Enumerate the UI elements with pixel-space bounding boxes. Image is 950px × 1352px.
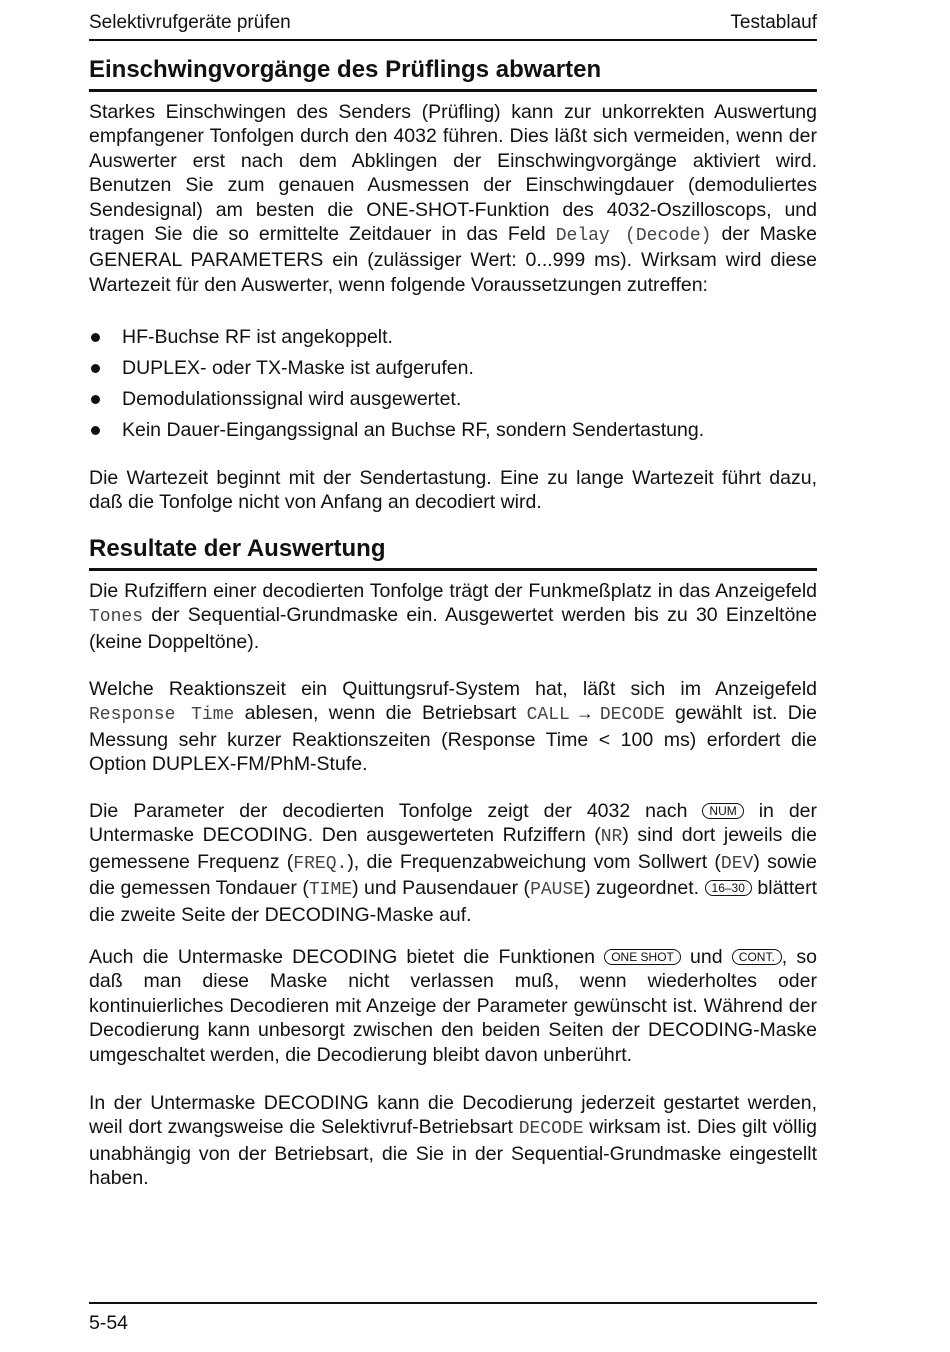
list-item: DUPLEX- oder TX-Maske ist aufgerufen. xyxy=(89,353,817,384)
field-delay-decode: Delay (Decode) xyxy=(555,226,712,247)
list-item: Kein Dauer-Eingangssignal an Buchse RF, sondern Sendertastung. xyxy=(89,415,817,446)
page-number: 5-54 xyxy=(89,1312,129,1334)
header-chapter: Selektivrufgeräte prüfen xyxy=(89,12,291,33)
field-pause: PAUSE xyxy=(530,880,585,901)
list-item: HF-Buchse RF ist angekoppelt. xyxy=(89,322,817,353)
page-header xyxy=(89,10,817,41)
header-section: Testablauf xyxy=(730,12,817,33)
field-response-time: Response Time xyxy=(89,705,235,726)
field-dev: DEV xyxy=(720,853,754,874)
bullet-icon xyxy=(91,333,100,342)
bullet-icon xyxy=(91,395,100,404)
list-item: Demodulationssignal wird ausgewertet. xyxy=(89,384,817,415)
bullet-icon xyxy=(91,364,100,373)
mode-decode-2: DECODE xyxy=(518,1119,584,1140)
field-tones: Tones xyxy=(89,607,144,628)
one-shot-key: ONE SHOT xyxy=(604,949,681,965)
paragraph-reaktionszeit: Welche Reaktionszeit ein Quittungsruf-System hat, läßt sich im Anzeigefeld Response Time ablesen, wenn die Betriebsart CALL → DECODE gewählt ist. Die Messung sehr kurzer Reaktionszeiten (Response Time < 100 ms) erfordert die Option DUPLEX-FM/PhM-Stufe. xyxy=(89,678,817,776)
arrow-right-icon: → xyxy=(575,703,594,724)
paragraph-rufziffern: Die Rufziffern einer decodierten Tonfolge trägt der Funkmeßplatz in das Anzeigefeld Tones der Sequential-Grundmaske ein. Ausgewertet werden bis zu 30 Einzeltöne (keine Doppeltöne). xyxy=(89,580,817,653)
num-key: NUM xyxy=(702,803,743,819)
bullet-icon xyxy=(91,426,100,435)
paragraph-parameter: Die Parameter der decodierten Tonfolge zeigt der 4032 nach NUM in der Untermaske DECODING. Den ausgewerteten Rufziffern (NR) sind dort jeweils die gemessene Frequenz (FREQ.), die Frequenzabweichung vom Sollwert (DEV) sowie die gemessen Tondauer (TIME) und Pausendauer (PAUSE) zugeordnet. 16–30 blättert die zweite Seite der DECODING-Maske auf. xyxy=(89,800,818,926)
field-freq: FREQ. xyxy=(293,853,348,874)
section-title-resultate: Resultate der Auswertung xyxy=(89,534,817,571)
page-footer xyxy=(89,1302,817,1334)
paragraph-wartezeit: Die Wartezeit beginnt mit der Sendertastung. Eine zu lange Wartezeit führt dazu, daß die Tonfolge nicht von Anfang an decodiert wird. xyxy=(89,467,817,514)
mode-decode: DECODE xyxy=(599,705,665,726)
conditions-list xyxy=(89,322,817,446)
paragraph-one-shot: Auch die Untermaske DECODING bietet die Funktionen ONE SHOT und CONT. , so daß man diese Maske nicht verlassen muß, wenn wiederholtes oder kontinuierliches Decodieren mit Anzeige der Parameter gewünscht ist. Während der Decodierung kann unbesorgt zwischen den beiden Seiten der DECODING-Maske umgeschaltet werden, die Decodierung bleibt davon unberührt. xyxy=(89,946,817,1066)
mode-call: CALL xyxy=(526,705,570,726)
cont-key: CONT. xyxy=(732,949,782,965)
page-16-30-key: 16–30 xyxy=(705,880,752,896)
field-nr: NR xyxy=(600,827,623,848)
section-title-einschwing: Einschwingvorgänge des Prüflings abwarten xyxy=(89,55,817,92)
field-time: TIME xyxy=(308,880,353,901)
paragraph-decoding-start: In der Untermaske DECODING kann die Decodierung jederzeit gestartet werden, weil dort zwangsweise die Selektivruf-Betriebsart DECODE wirksam ist. Dies gilt völlig unabhängig von der Betriebsart, die Sie in der Sequential-Grundmaske eingestellt haben. xyxy=(89,1092,817,1190)
paragraph-einschwing-intro: Starkes Einschwingen des Senders (Prüfling) kann zur unkorrekten Auswertung empfangener Tonfolgen durch den 4032 führen. Dies läßt sich vermeiden, wenn der Auswerter erst nach dem Abklingen der Einschwingvorgänge aktiviert wird. Benutzen Sie zum genauen Ausmessen der Einschwingdauer (demoduliertes Sendesignal) am besten die ONE-SHOT-Funktion des 4032-Oszilloscops, und tragen Sie die so ermittelte Zeitdauer in das Feld Delay (Decode) der Maske GENERAL PARAMETERS ein (zulässiger Wert: 0...999 ms). Wirksam wird diese Wartezeit für den Auswerter, wenn folgende Voraussetzungen zutreffen: xyxy=(89,101,817,296)
